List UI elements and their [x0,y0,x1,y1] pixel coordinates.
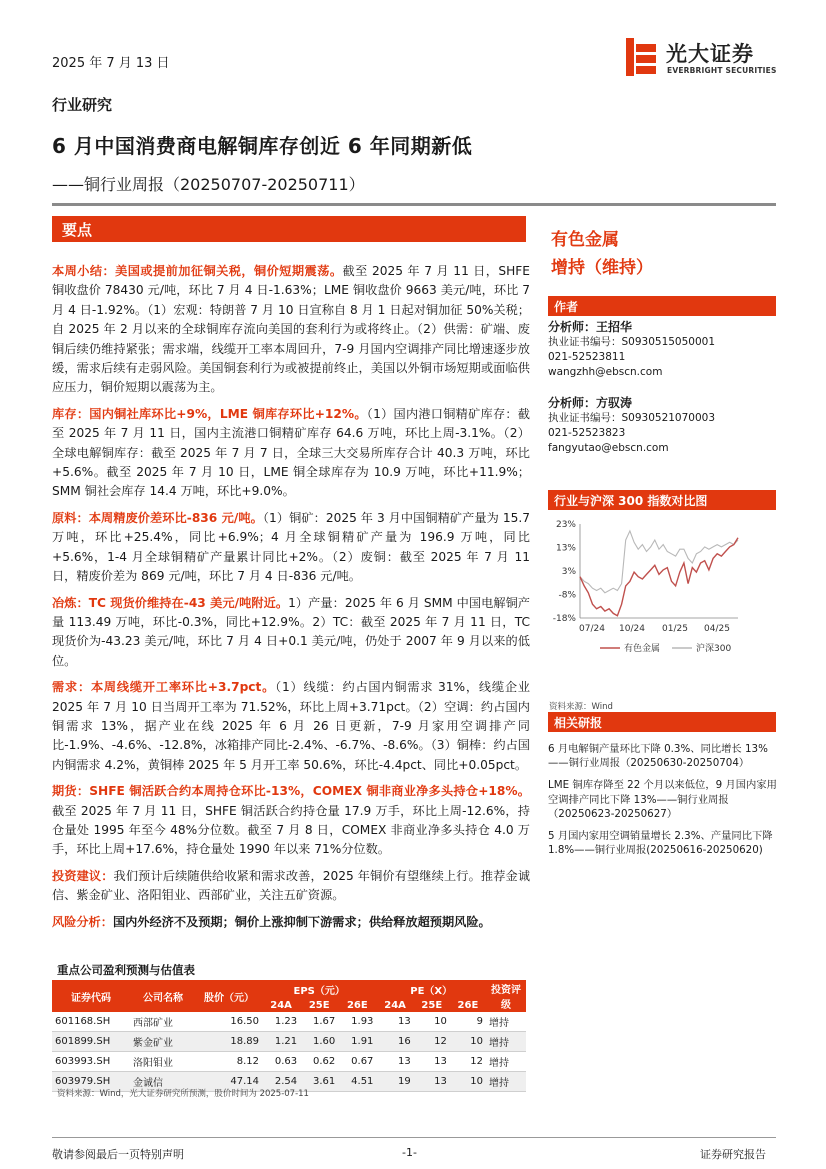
rating-text: 增持（维持） [551,258,653,278]
related-header [548,712,776,732]
cell-pe: 12 [414,1032,450,1052]
related-report-item[interactable]: 6 月电解铜产量环比下降 0.3%、同比增长 13%——铜行业周报（20250630-20250704） [548,743,768,770]
keypoints-header-bar [52,216,526,242]
series-line-csi300 [580,531,738,593]
cell-pe: 13 [414,1072,450,1092]
paragraph-label: 本周小结：美国或提前加征铜关税，铜价短期震荡。 [52,264,343,278]
paragraph-text: 截至 2025 年 7 月 11 日，SHFE 铜收盘价 78430 元/吨，环比 7 月 4 日-1.63%；LME 铜收盘价 9663 美元/吨，环比 7 月 4 日-1.92%。（1）宏观：特朗普 7 月 10 日宣称自 8 月 1 日起对铜加征 50%关税；自 2025 年 2 月以来的全球铜库存流向美国的套利行为或将终止。（2）供需：矿端、废铜后续仍维持紧张；需求端，线缆开工率本周回升，7-9 月国内空调排产同比增速逐步放缓，需求后续有走弱风险。美国铜套利行为或被提前终止，美国以外铜市场短期或面临供应压力，铜价短期以震荡为主。 [52,264,530,395]
x-tick-label: 04/25 [704,624,730,634]
cell-code: 603979.SH [52,1072,130,1092]
footer-divider [52,1137,776,1138]
footer-disclaimer: 敬请参阅最后一页特别声明 [52,1148,184,1161]
paragraph-summary [52,262,530,398]
report-title: 6 月中国消费商电解铜库存创近 6 年同期新低 [52,134,473,158]
legend-label-nonferrous: 有色金属 [624,644,661,654]
risk-text: 国内外经济不及预期；铜价上涨抑制下游需求；供给释放超预期风险。 [112,914,491,929]
cell-pe: 13 [376,1052,413,1072]
header-eps-year: 26E [338,998,376,1012]
valuation-source: 资料来源：Wind，光大证券研究所预测，股价时间为 2025-07-11 [57,1089,309,1099]
paragraph-smelting [52,594,530,672]
cell-eps: 3.61 [300,1072,338,1092]
cell-eps: 0.67 [338,1052,376,1072]
cell-eps: 1.23 [262,1012,300,1032]
cell-eps: 0.63 [262,1052,300,1072]
cell-pe: 13 [414,1052,450,1072]
related-report-item[interactable]: LME 铜库存降至 22 个月以来低位，9 月国内家用空调排产同比下降 13%——铜行业周报（20250623-20250627） [548,779,777,820]
report-category: 行业研究 [52,96,113,114]
x-tick-label: 01/25 [662,624,688,634]
cell-rating: 增持 [486,1072,526,1092]
related-report-item[interactable]: 5 月国内家用空调销量增长 2.3%、产量同比下降 1.8%——铜行业周报(20250616-20250620) [548,830,773,857]
legend-label-csi300: 沪深300 [696,644,732,654]
valuation-table [52,980,526,1092]
analyst-cert: 执业证书编号：S0930521070003 [548,412,716,424]
header-rating: 投资评级 [486,980,526,1012]
header-pe-year: 25E [414,998,450,1012]
header-code: 证券代码 [52,980,130,1012]
paragraph-label: 投资建议： [52,868,114,883]
cell-price: 47.14 [196,1072,262,1092]
table-row [52,1012,526,1032]
x-tick-label: 07/24 [579,624,605,634]
header-name: 公司名称 [130,980,196,1012]
analyst-name: 分析师：方驭涛 [548,396,633,410]
cell-pe: 13 [376,1012,413,1032]
header-pe-year: 26E [450,998,486,1012]
analyst-block [548,320,715,380]
header-price: 股价（元） [196,980,262,1012]
analyst-cert: 执业证书编号：S0930515050001 [548,336,716,348]
paragraph-text: （1）国内港口铜精矿库存：截至 2025 年 7 月 11 日，国内主流港口铜精矿库存 64.6 万吨，环比上周-3.1%。（2）全球电解铜库存：截至 2025 年 7 月 7 日，全球三大交易所库存合计 40.3 万吨，环比+5.6%。截至 2025 年 7 月 10 日，LME 铜全球库存为 10.9 万吨，环比+11.9%；SMM 铜社会库存 14.4 万吨，环比+9.0%。 [52,406,530,499]
y-tick-label: -8% [558,590,576,601]
cell-pe: 10 [450,1072,486,1092]
cell-pe: 10 [450,1032,486,1052]
header-divider [52,203,776,206]
analyst-email[interactable]: wangzhh@ebscn.com [548,366,663,378]
analyst-phone: 021-52523811 [548,351,626,363]
header-eps: EPS（元） [262,980,376,998]
cell-code: 601899.SH [52,1032,130,1052]
x-tick-label: 10/24 [619,624,645,634]
report-date: 2025 年 7 月 13 日 [52,56,170,71]
valuation-table-title: 重点公司盈利预测与估值表 [57,963,195,977]
chart-title: 行业与沪深 300 指数对比图 [554,494,708,508]
table-row [52,1032,526,1052]
cell-pe: 9 [450,1012,486,1032]
paragraph-raw-material [52,509,530,587]
cell-name: 西部矿业 [130,1012,196,1032]
paragraph-label: 需求：本周线缆开工率环比+3.7pct。 [52,680,276,695]
company-logo [626,36,786,82]
cell-eps: 1.60 [300,1032,338,1052]
cell-eps: 4.51 [338,1072,376,1092]
paragraph-label: 冶炼：TC 现货价维持在-43 美元/吨附近。 [52,595,289,610]
page-number: -1- [402,1146,417,1159]
cell-eps: 1.67 [300,1012,338,1032]
y-tick-label: 23% [555,520,576,530]
paragraph-demand [52,678,530,775]
related-research-list [548,742,780,865]
logo-text-cn: 光大证券 [666,42,754,66]
cell-eps: 1.21 [262,1032,300,1052]
report-subtitle: ——铜行业周报（20250707-20250711） [52,175,365,194]
cell-name: 金诚信 [130,1072,196,1092]
y-tick-label: 13% [555,543,576,554]
analyst-email[interactable]: fangyutao@ebscn.com [548,442,669,454]
header-pe-year: 24A [376,998,413,1012]
keypoints-title: 要点 [62,221,93,239]
cell-rating: 增持 [486,1032,526,1052]
cell-pe: 12 [450,1052,486,1072]
cell-name: 洛阳钼业 [130,1052,196,1072]
cell-name: 紫金矿业 [130,1032,196,1052]
header-eps-year: 24A [262,998,300,1012]
paragraph-futures [52,782,530,860]
header-eps-year: 25E [300,998,338,1012]
paragraph-text: 我们预计后续随供给收紧和需求改善，2025 年铜价有望继续上行。推荐金诚信、紫金矿业、洛阳钼业、西部矿业，关注五矿资源。 [52,868,531,903]
cell-code: 603993.SH [52,1052,130,1072]
paragraph-text: 截至 2025 年 7 月 11 日，SHFE 铜活跃合约持仓量 17.9 万手，环比上周-12.6%，持仓量处 1995 年至今 48%分位数。截至 7 月 8 日，COMEX 非商业净多头持仓 4.0 万手，环比上周+17.6%，持仓量处 1990 年以来 71%分位数。 [52,803,530,857]
paragraph-investment [52,867,530,906]
cell-eps: 1.93 [338,1012,376,1032]
cell-code: 601168.SH [52,1012,130,1032]
chart-source: 资料来源：Wind [549,702,613,712]
paragraph-text: （1）铜矿：2025 年 3 月中国铜精矿产量为 15.7 万吨，环比+25.4%，同比+6.9%；4 月全球铜精矿产量为 196.9 万吨，同比+5.6%，1-4 月全球铜精矿产量累计同比+2%。（2）废铜：截至 2025 年 7 月 11 日，精废价差为 869 元/吨，环比 7 月 4 日-836 元/吨。 [52,510,530,584]
everbright-logo-icon [626,38,656,76]
chart-header [548,490,776,510]
y-tick-label: -18% [552,614,576,624]
cell-eps: 0.62 [300,1052,338,1072]
cell-pe: 10 [414,1012,450,1032]
paragraph-label: 期货：SHFE 铜活跃合约本周持仓环比-13%，COMEX 铜非商业净多头持仓+18%。 [52,784,530,799]
sector-name: 有色金属 [551,230,619,250]
analyst-name: 分析师：王招华 [548,320,633,334]
cell-price: 8.12 [196,1052,262,1072]
authors-title: 作者 [554,300,579,314]
paragraph-inventory [52,405,530,502]
paragraph-text: （1）线缆：约占国内铜需求 31%，线缆企业 2025 年 7 月 10 日当周开工率为 71.52%，环比上周+3.71pct。（2）空调：约占国内铜需求 13%，据产业在线 2025 年 6 月 26 日更新，7-9 月家用空调排产同比-1.9%、-4.6%、-12.8%，冰箱排产同比-2.4%、-6.7%、-8.6%。（3）铜棒：约占国内铜需求 4.2%，黄铜棒 2025 年 5 月开工率 50.6%，环比-4.4pct、同比+0.05pct。 [52,680,530,772]
cell-price: 18.89 [196,1032,262,1052]
sector-rating [551,226,653,282]
paragraph-label: 原料：本周精废价差环比-836 元/吨。 [52,510,263,525]
cell-eps: 2.54 [262,1072,300,1092]
header-pe: PE（X） [376,980,486,998]
cell-eps: 1.91 [338,1032,376,1052]
authors-header [548,296,776,316]
cell-rating: 增持 [486,1052,526,1072]
cell-pe: 16 [376,1032,413,1052]
table-row [52,1052,526,1072]
logo-text-en: EVERBRIGHT SECURITIES [667,66,777,75]
paragraph-label: 库存：国内铜社库环比+9%，LME 铜库存环比+12%。 [52,406,367,421]
risk-label: 风险分析： [52,914,113,929]
paragraph-risk [52,913,530,932]
footer-report-type: 证券研究报告 [700,1148,766,1161]
paragraph-text: 1）产量：2025 年 6 月 SMM 中国电解铜产量 113.49 万吨，环比-0.3%，同比+12.9%。2）TC：截至 2025 年 7 月 11 日，TC 现货价为-43.23 美元/吨，环比 7 月 4 日+0.1 美元/吨，仍处于 2007 年 9 月以来的低位。 [52,595,530,668]
cell-price: 16.50 [196,1012,262,1032]
analyst-phone: 021-52523823 [548,427,626,439]
main-content [52,262,530,939]
analyst-block [548,396,715,456]
cell-pe: 19 [376,1072,413,1092]
related-title: 相关研报 [554,716,603,730]
index-comparison-chart [548,514,778,714]
cell-rating: 增持 [486,1012,526,1032]
y-tick-label: 3% [561,567,576,577]
